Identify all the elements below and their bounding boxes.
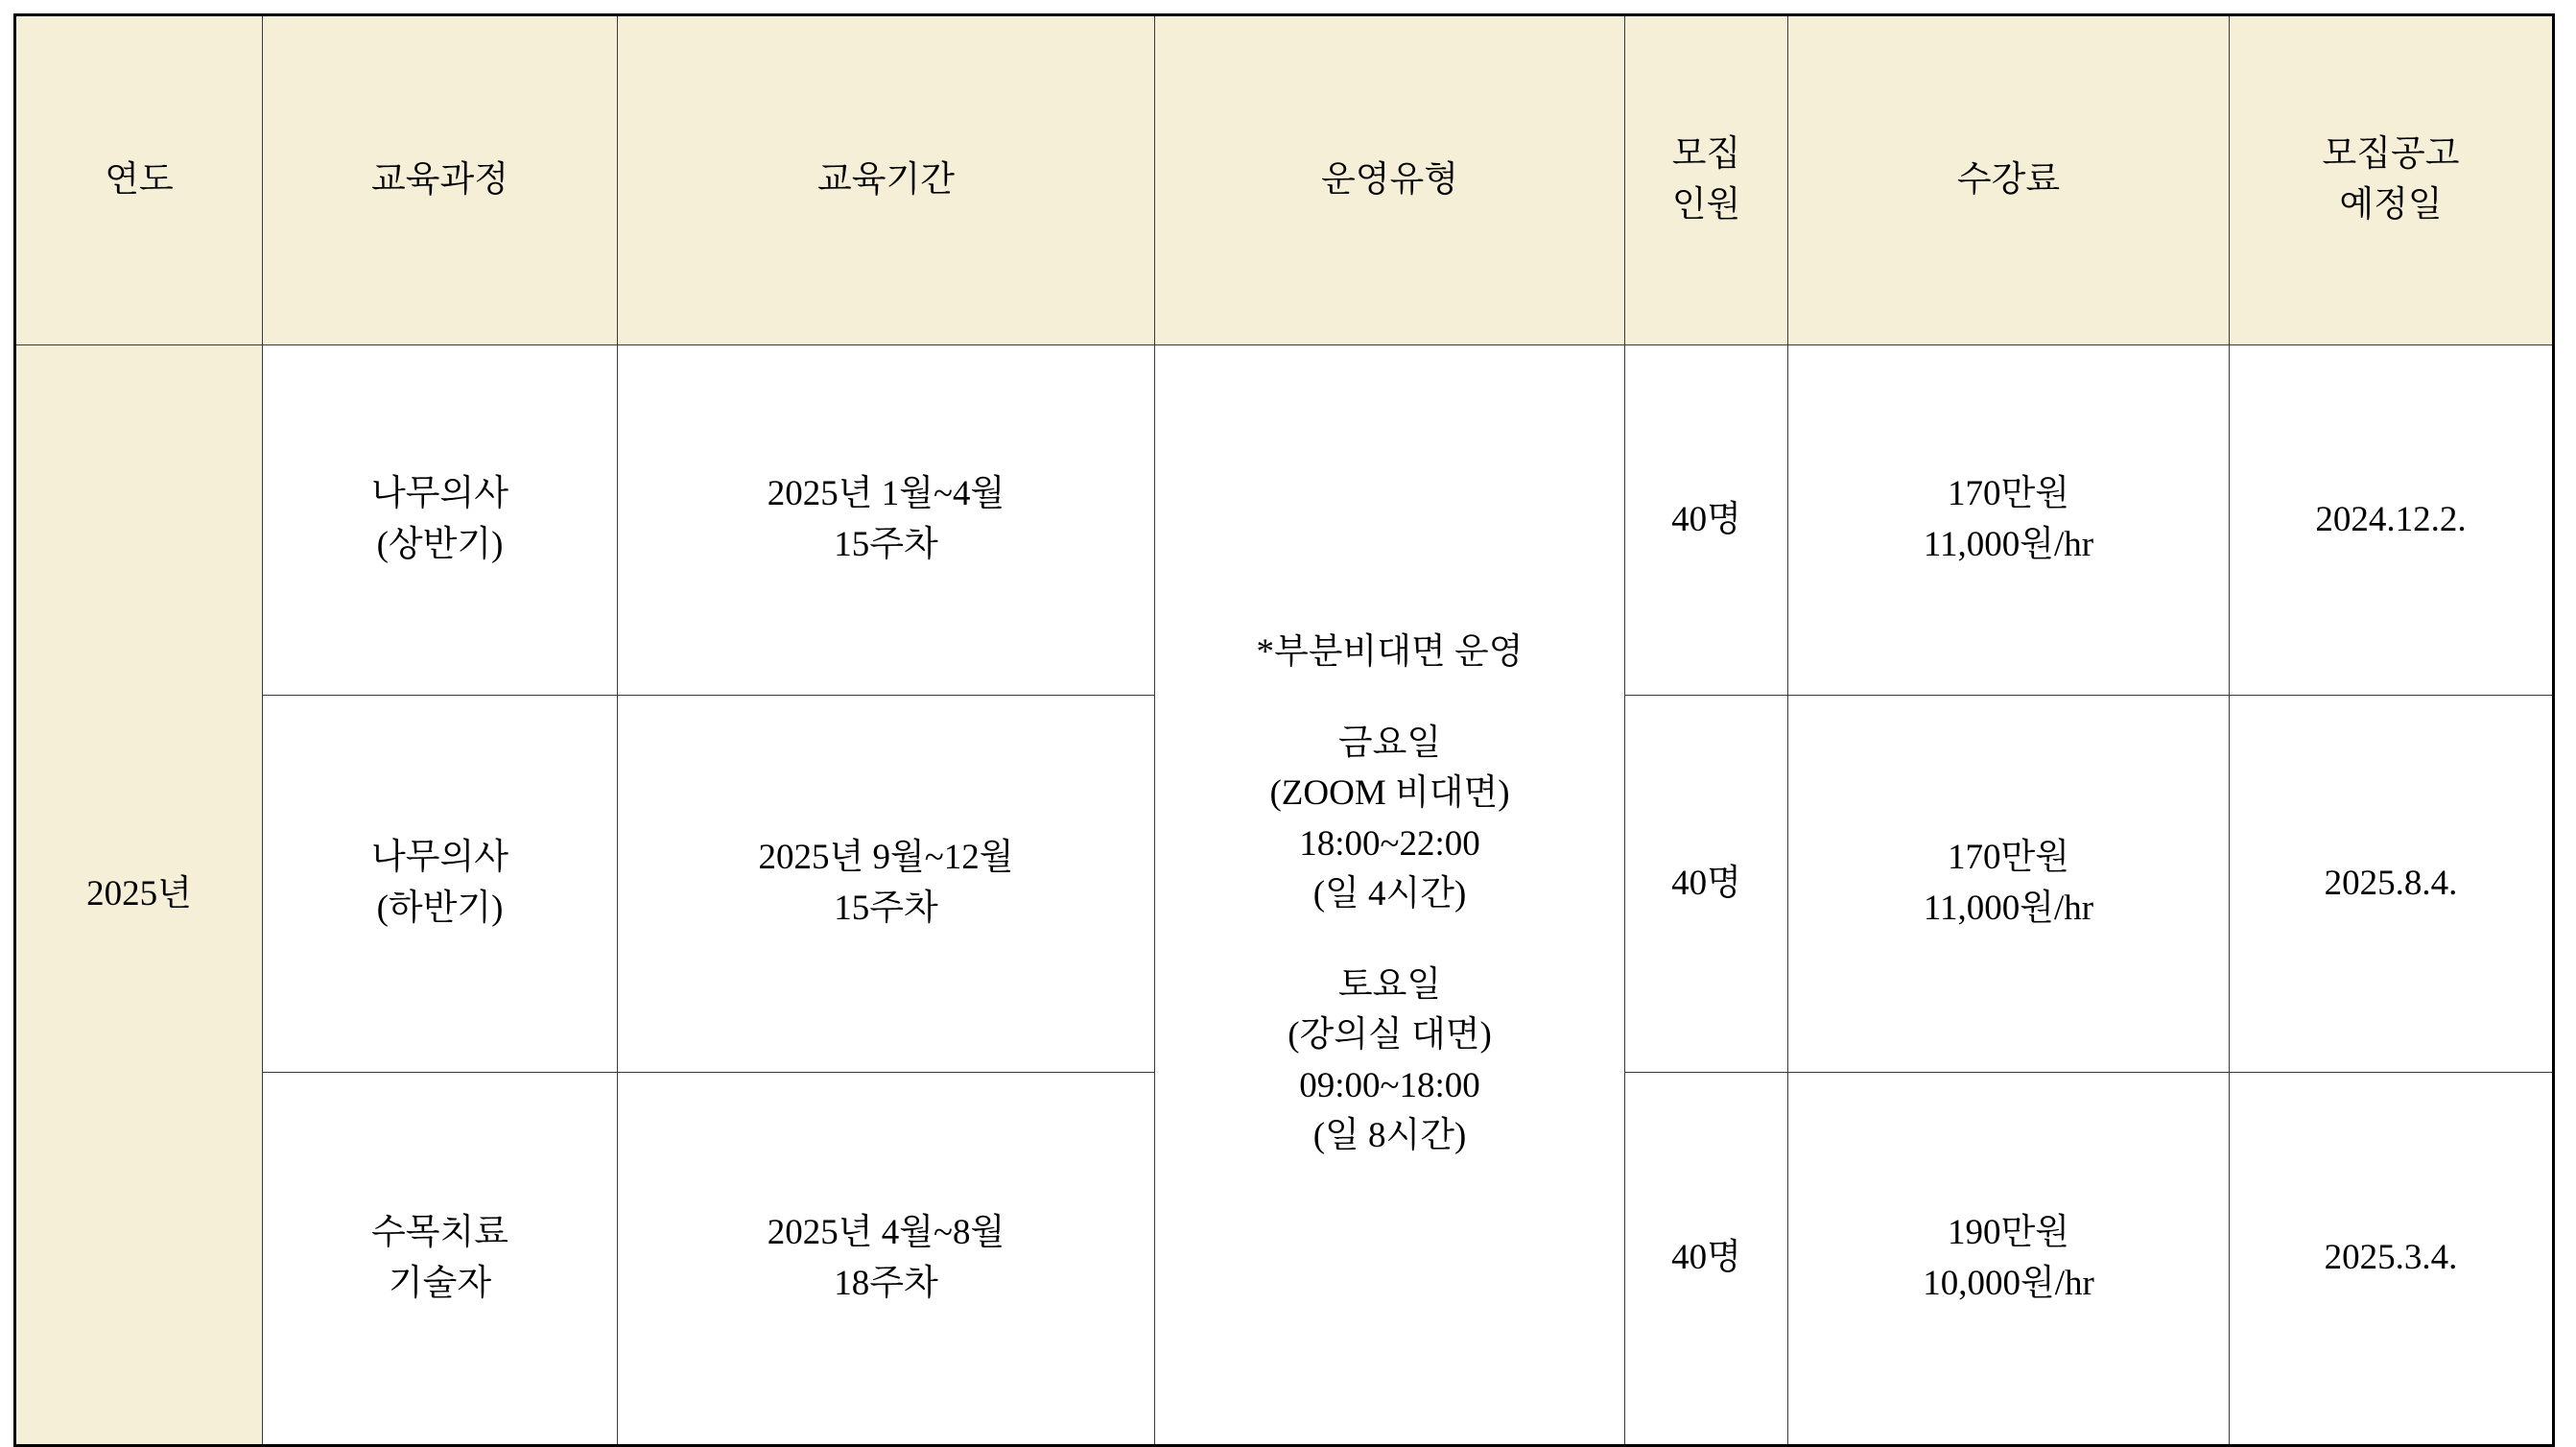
course-line2: (상반기) xyxy=(376,525,504,564)
saturday-line3: 09:00~18:00 xyxy=(1299,1065,1480,1105)
period-line2: 15주차 xyxy=(834,525,938,564)
cell-quota: 40명 xyxy=(1625,696,1788,1073)
spacer xyxy=(1159,920,1620,961)
education-schedule-table xyxy=(13,13,2555,1447)
table-body xyxy=(15,345,2554,1446)
cell-fee xyxy=(1788,696,2230,1073)
fee-line1: 190만원 xyxy=(1948,1212,2069,1252)
course-line2: 기술자 xyxy=(388,1263,492,1303)
header-quota-line2: 인원 xyxy=(1671,185,1741,225)
course-line1: 수목치료 xyxy=(371,1212,508,1252)
header-notice-line2: 예정일 xyxy=(2339,185,2443,225)
cell-course xyxy=(263,1073,618,1446)
header-notice-date xyxy=(2230,15,2554,345)
cell-operation-type xyxy=(1155,345,1625,1446)
period-line1: 2025년 4월~8월 xyxy=(767,1212,1005,1252)
fee-line2: 11,000원/hr xyxy=(1923,889,2094,928)
fee-line1: 170만원 xyxy=(1948,474,2069,514)
cell-notice-date: 2025.8.4. xyxy=(2230,696,2554,1073)
saturday-line4: (일 8시간) xyxy=(1312,1116,1467,1156)
cell-quota: 40명 xyxy=(1625,345,1788,696)
header-quota xyxy=(1625,15,1788,345)
course-line2: (하반기) xyxy=(376,889,504,928)
table-header xyxy=(15,15,2554,345)
friday-line3: 18:00~22:00 xyxy=(1299,823,1480,864)
header-row xyxy=(15,15,2554,345)
fee-line2: 10,000원/hr xyxy=(1923,1263,2094,1303)
cell-notice-date: 2024.12.2. xyxy=(2230,345,2554,696)
header-operation-type: 운영유형 xyxy=(1155,15,1625,345)
fee-line2: 11,000원/hr xyxy=(1923,525,2094,564)
cell-quota: 40명 xyxy=(1625,1073,1788,1446)
fee-line1: 170만원 xyxy=(1948,838,2069,878)
cell-period xyxy=(618,1073,1155,1446)
period-line2: 15주차 xyxy=(834,889,938,928)
header-period: 교육기간 xyxy=(618,15,1155,345)
header-fee: 수강료 xyxy=(1788,15,2230,345)
spacer xyxy=(1159,678,1620,719)
header-quota-line1: 모집 xyxy=(1671,134,1741,175)
friday-line2: (ZOOM 비대면) xyxy=(1269,773,1510,814)
operation-note: *부분비대면 운영 xyxy=(1256,632,1524,673)
saturday-line2: (강의실 대면) xyxy=(1288,1015,1492,1056)
saturday-line1: 토요일 xyxy=(1337,964,1442,1005)
cell-course xyxy=(263,345,618,696)
table-row xyxy=(15,345,2554,696)
cell-fee xyxy=(1788,345,2230,696)
cell-course xyxy=(263,696,618,1073)
period-line1: 2025년 9월~12월 xyxy=(758,838,1014,878)
period-line1: 2025년 1월~4월 xyxy=(767,474,1005,514)
header-notice-line1: 모집공고 xyxy=(2322,134,2460,175)
cell-year: 2025년 xyxy=(15,345,263,1446)
header-course: 교육과정 xyxy=(263,15,618,345)
cell-fee xyxy=(1788,1073,2230,1446)
course-line1: 나무의사 xyxy=(371,838,508,878)
cell-period xyxy=(618,345,1155,696)
friday-line4: (일 4시간) xyxy=(1312,874,1467,914)
cell-notice-date: 2025.3.4. xyxy=(2230,1073,2554,1446)
period-line2: 18주차 xyxy=(834,1263,938,1303)
friday-line1: 금요일 xyxy=(1337,723,1442,763)
header-year: 연도 xyxy=(15,15,263,345)
course-line1: 나무의사 xyxy=(371,474,508,514)
cell-period xyxy=(618,696,1155,1073)
